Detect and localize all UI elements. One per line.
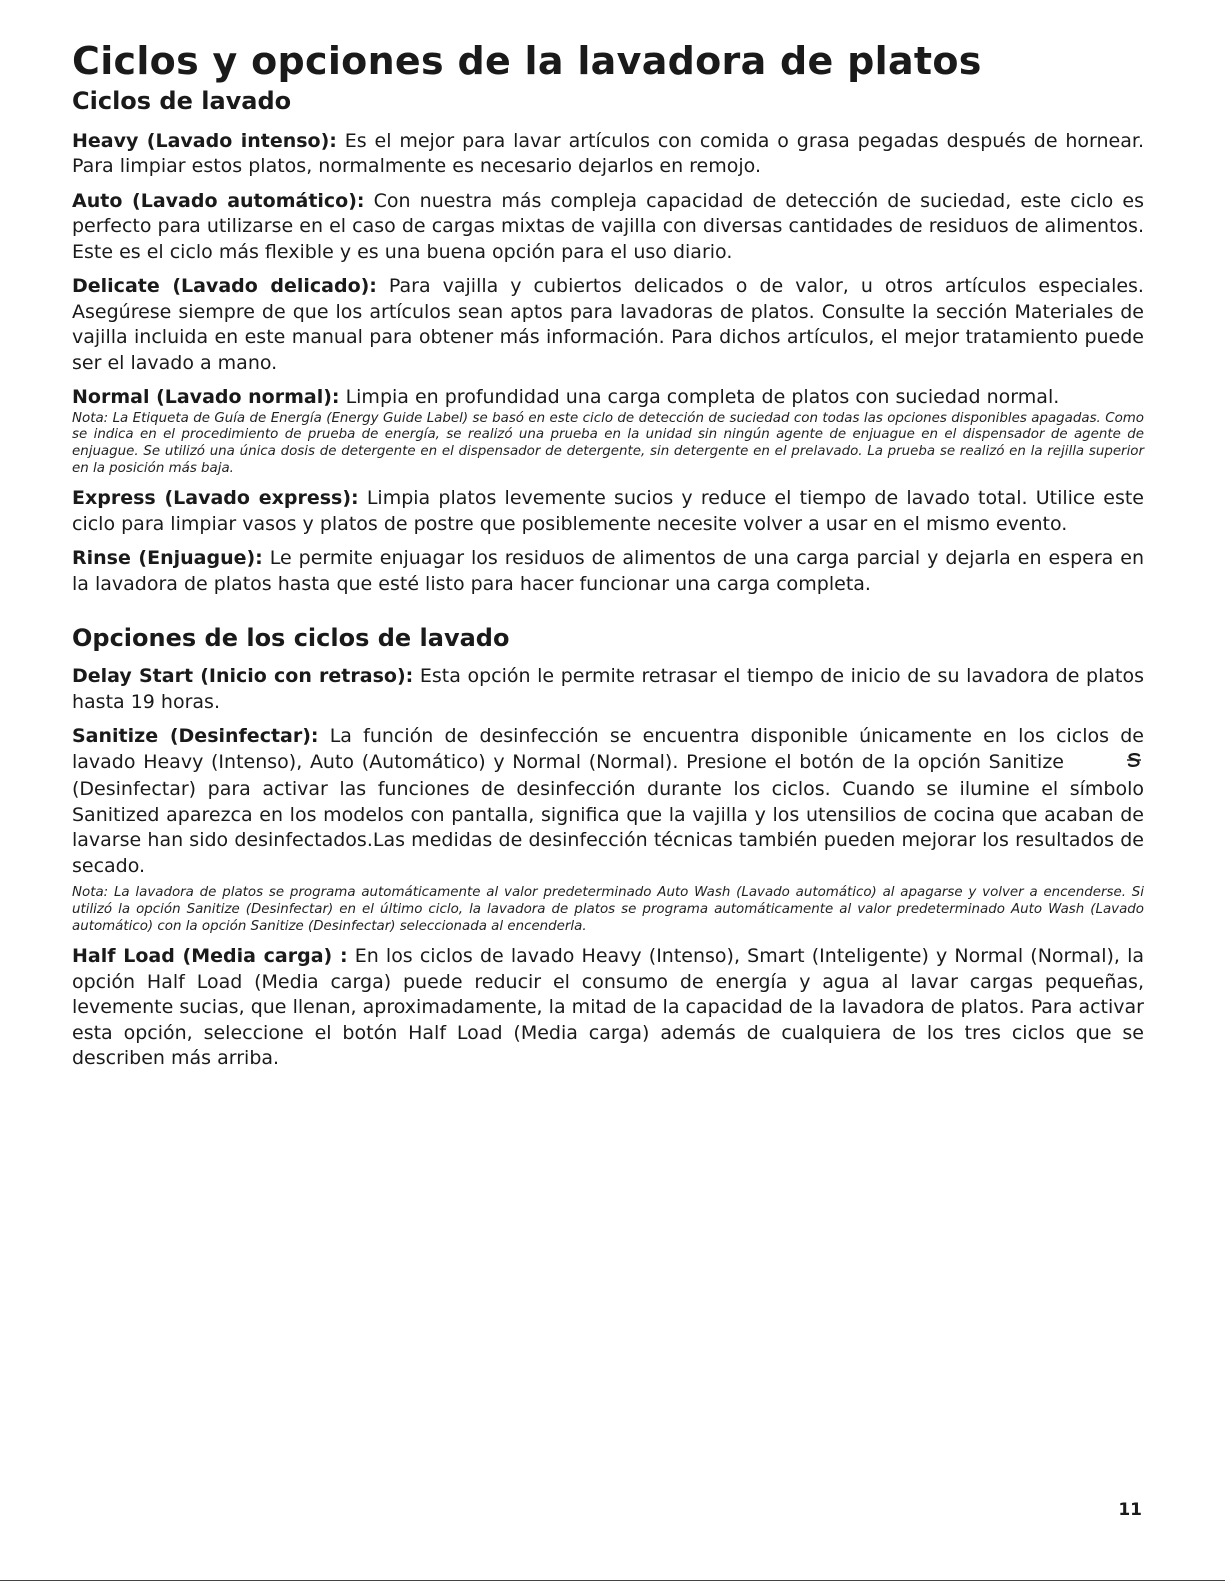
option-delay-term: Delay Start (Inicio con retraso): (72, 665, 414, 688)
option-half-load (72, 944, 1144, 1072)
cycles-heading: Ciclos de lavado (72, 86, 292, 115)
cycle-rinse-text: Le permite enjuagar los residuos de alimentos de una carga parcial y dejarla en espera en la lavadora de platos hasta que esté listo para hacer funcionar una carga completa. (72, 547, 1144, 595)
sanitize-symbol-icon (1064, 750, 1144, 778)
page-number: 11 (1118, 1500, 1142, 1520)
cycle-heavy-term: Heavy (Lavado intenso): (72, 129, 337, 152)
cycle-express (72, 486, 1144, 537)
cycle-heavy (72, 129, 1144, 180)
cycle-express-term: Express (Lavado express): (72, 487, 359, 510)
cycle-auto (72, 189, 1144, 266)
footer-rule (0, 1580, 1225, 1581)
page-title: Ciclos y opciones de la lavadora de platos (72, 39, 982, 83)
cycle-normal-term: Normal (Lavado normal): (72, 386, 340, 409)
option-sanitize (72, 724, 1144, 879)
cycle-normal-note: Nota: La Etiqueta de Guía de Energía (Energy Guide Label) se basó en este ciclo de detección de suciedad con todas las opciones disponibles apagadas. Como se indica en el procedimiento de prueba de energía, se realizó una prueba en la unidad sin ningún agente de enjuague en el dispensador de agente de enjuague. Se utilizó una única dosis de detergente en el dispensador de detergente, sin detergente en el prelavado. La prueba se realizó en la rejilla superior en la posición más baja. (72, 410, 1144, 476)
options-heading: Opciones de los ciclos de lavado (72, 624, 510, 653)
cycle-delicate-text: Para vajilla y cubiertos delicados o de valor, u otros artículos especiales. Asegúrese siempre de que los artículos sean aptos para lavadoras de platos. Consulte la sección Materiales de vajilla incluida en este manual para obtener más información. Para dichos artículos, el mejor tratamiento puede ser el lavado a mano. (72, 275, 1144, 374)
cycle-normal (72, 385, 1144, 411)
option-sanitize-text-a: La función de desinfección se encuentra disponible únicamente en los ciclos de lavado Heavy (Intenso), Auto (Automático) y Normal (Normal). Presione el botón de la opción Sanitize (72, 725, 1144, 773)
cycle-auto-text: Con nuestra más compleja capacidad de detección de suciedad, este ciclo es perfecto para utilizarse en el caso de cargas mixtas de vajilla con diversas cantidades de residuos de alimentos. Este es el ciclo más flexible y es una buena opción para el uso diario. (72, 189, 1144, 263)
option-sanitize-text-b: (Desinfectar) para activar las funciones de desinfección durante los ciclos. Cuando se ilumine el símbolo Sanitized aparezca en los modelos con pantalla, significa que la vajilla y los utensilios de cocina que acaban de lavarse han sido desinfectados.Las medidas de desinfección técnicas también pueden mejorar los resultados de secado. (72, 778, 1144, 877)
option-delay-text: Esta opción le permite retrasar el tiempo de inicio de su lavadora de platos hasta 19 horas. (72, 665, 1144, 713)
option-sanitize-term: Sanitize (Desinfectar): (72, 725, 319, 748)
cycle-heavy-text: Es el mejor para lavar artículos con comida o grasa pegadas después de hornear. Para limpiar estos platos, normalmente es necesario dejarlos en remojo. (72, 129, 1144, 178)
option-halfload-text: En los ciclos de lavado Heavy (Intenso), Smart (Inteligente) y Normal (Normal), la opción Half Load (Media carga) puede reducir el consumo de energía y agua al lavar cargas pequeñas, levemente sucias, que llenan, aproximadamente, la mitad de la capacidad de la lavadora de platos. Para activar esta opción, seleccione el botón Half Load (Media carga) además de cualquiera de los tres ciclos que se describen más arriba. (72, 945, 1144, 1070)
cycle-delicate (72, 274, 1144, 376)
option-delay-start (72, 664, 1144, 715)
document-page (72, 40, 1144, 1081)
cycle-rinse-term: Rinse (Enjuague): (72, 547, 263, 570)
cycle-rinse (72, 546, 1144, 597)
option-sanitize-note: Nota: La lavadora de platos se programa automáticamente al valor predeterminado Auto Wash (Lavado automático) al apagarse y volver a encenderse. Si utilizó la opción Sanitize (Desinfectar) en el último ciclo, la lavadora de platos se programa automáticamente al valor predeterminado Auto Wash (Lavado automático) con la opción Sanitize (Desinfectar) seleccionada al encenderla. (72, 885, 1144, 934)
cycle-express-text: Limpia platos levemente sucios y reduce el tiempo de lavado total. Utilice este ciclo para limpiar vasos y platos de postre que posiblemente necesite volver a usar en el mismo evento. (72, 487, 1144, 535)
cycle-auto-term: Auto (Lavado automático): (72, 189, 365, 212)
cycle-normal-text: Limpia en profundidad una carga completa de platos con suciedad normal. (339, 386, 1060, 409)
option-halfload-term: Half Load (Media carga) : (72, 945, 348, 968)
cycle-delicate-term: Delicate (Lavado delicado): (72, 275, 377, 298)
